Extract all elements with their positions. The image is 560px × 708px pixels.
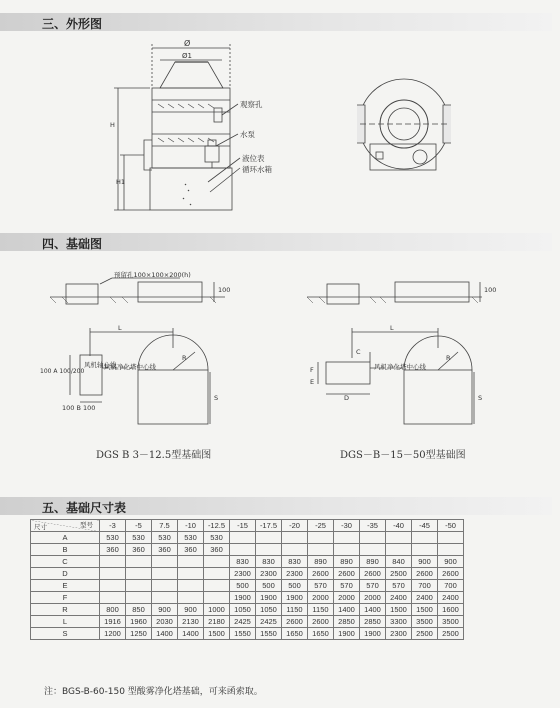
e-label: E bbox=[310, 378, 315, 386]
table-row bbox=[31, 580, 464, 592]
table-cell: 2600 bbox=[282, 616, 308, 628]
header-model-label: 型号 bbox=[80, 522, 93, 529]
table-cell: 2600 bbox=[308, 568, 334, 580]
reserved-hole-label: 预留孔100×100×200(h) bbox=[114, 271, 191, 279]
footnote: 注：BGS-B-60-150 型酸雾净化塔基础，可来函索取。 bbox=[44, 687, 263, 697]
row-label-cell: E bbox=[31, 580, 100, 592]
table-cell: 1400 bbox=[178, 628, 204, 640]
row-label-cell: S bbox=[31, 628, 100, 640]
section4-title: 四、基础图 bbox=[42, 237, 103, 251]
table-cell: 900 bbox=[438, 556, 464, 568]
table-cell: 2500 bbox=[412, 628, 438, 640]
table-cell bbox=[152, 568, 178, 580]
table-cell: 900 bbox=[412, 556, 438, 568]
table-cell: 900 bbox=[178, 604, 204, 616]
dim-left-vertical: 100 A 100/200 bbox=[40, 368, 85, 375]
table-cell: 830 bbox=[230, 556, 256, 568]
table-cell: 1500 bbox=[412, 604, 438, 616]
table-cell bbox=[204, 568, 230, 580]
tank-label: 循环水箱 bbox=[242, 165, 272, 174]
table-cell: 2300 bbox=[282, 568, 308, 580]
table-cell: 2400 bbox=[438, 592, 464, 604]
model-header-cell: -3 bbox=[100, 520, 126, 532]
center-left-label: 风机净化塔中心线 bbox=[104, 363, 156, 371]
table-cell bbox=[126, 580, 152, 592]
model-header-cell: -10 bbox=[178, 520, 204, 532]
table-row bbox=[31, 628, 464, 640]
caption-left: DGS B 3－12.5型基础图 bbox=[96, 450, 212, 461]
table-cell: 1900 bbox=[256, 592, 282, 604]
inspection-hole-label: 观察孔 bbox=[240, 100, 263, 109]
table-corner-cell bbox=[31, 520, 100, 532]
table-cell bbox=[412, 532, 438, 544]
center-right-label: 风机净化塔中心线 bbox=[374, 363, 426, 371]
table-cell bbox=[360, 544, 386, 556]
table-cell bbox=[126, 592, 152, 604]
height-label: H bbox=[110, 121, 115, 129]
table-cell: 850 bbox=[126, 604, 152, 616]
table-cell: 2850 bbox=[334, 616, 360, 628]
table-cell: 530 bbox=[100, 532, 126, 544]
diameter-label: Ø bbox=[184, 39, 191, 48]
table-cell: 840 bbox=[386, 556, 412, 568]
table-row bbox=[31, 544, 464, 556]
table-row bbox=[31, 556, 464, 568]
tower-elevation-drawing bbox=[114, 44, 240, 210]
table-cell: 530 bbox=[178, 532, 204, 544]
table-cell bbox=[204, 592, 230, 604]
table-row bbox=[31, 568, 464, 580]
model-header-cell: -20 bbox=[282, 520, 308, 532]
table-cell: 2300 bbox=[230, 568, 256, 580]
table-cell: 1400 bbox=[334, 604, 360, 616]
foundation-dimensions-table bbox=[30, 519, 464, 640]
model-header-cell: -5 bbox=[126, 520, 152, 532]
table-cell: 360 bbox=[178, 544, 204, 556]
foundation-right-drawing bbox=[307, 282, 482, 424]
table-cell bbox=[204, 580, 230, 592]
c-label: C bbox=[356, 348, 361, 356]
model-header-cell: -15 bbox=[230, 520, 256, 532]
table-cell: 2425 bbox=[230, 616, 256, 628]
table-cell bbox=[204, 556, 230, 568]
table-cell bbox=[100, 580, 126, 592]
depth-left-label: 100 bbox=[218, 286, 231, 294]
table-cell: 2000 bbox=[360, 592, 386, 604]
table-cell: 570 bbox=[386, 580, 412, 592]
table-cell: 1200 bbox=[100, 628, 126, 640]
table-cell: 570 bbox=[360, 580, 386, 592]
table-cell: 500 bbox=[256, 580, 282, 592]
table-cell: 1050 bbox=[256, 604, 282, 616]
table-cell: 2300 bbox=[256, 568, 282, 580]
table-cell: 360 bbox=[152, 544, 178, 556]
table-cell: 2600 bbox=[334, 568, 360, 580]
table-cell: 1900 bbox=[282, 592, 308, 604]
level-gauge-label: 液位表 bbox=[242, 154, 265, 163]
s-left-label: S bbox=[214, 394, 219, 402]
d-label: D bbox=[344, 394, 350, 402]
s-right-label: S bbox=[478, 394, 483, 402]
r-left-label: R bbox=[182, 354, 187, 362]
table-cell bbox=[230, 544, 256, 556]
table-cell: 2425 bbox=[256, 616, 282, 628]
axis-left-label: 风机轴心线 bbox=[84, 361, 117, 369]
table-cell bbox=[100, 592, 126, 604]
table-row bbox=[31, 616, 464, 628]
section3-title: 三、外形图 bbox=[42, 17, 103, 31]
table-cell bbox=[152, 580, 178, 592]
table-cell: 530 bbox=[204, 532, 230, 544]
table-cell: 3500 bbox=[412, 616, 438, 628]
table-cell: 1550 bbox=[256, 628, 282, 640]
table-cell bbox=[438, 544, 464, 556]
model-header-cell: -40 bbox=[386, 520, 412, 532]
table-cell bbox=[386, 544, 412, 556]
table-cell bbox=[100, 556, 126, 568]
table-cell bbox=[100, 568, 126, 580]
table-cell: 830 bbox=[256, 556, 282, 568]
depth-right-label: 100 bbox=[484, 286, 497, 294]
table-cell: 360 bbox=[100, 544, 126, 556]
table-cell: 500 bbox=[282, 580, 308, 592]
model-header-cell: -50 bbox=[438, 520, 464, 532]
table-cell bbox=[308, 532, 334, 544]
table-row bbox=[31, 532, 464, 544]
table-cell: 2180 bbox=[204, 616, 230, 628]
row-label-cell: L bbox=[31, 616, 100, 628]
table-cell: 2500 bbox=[386, 568, 412, 580]
table-cell: 2030 bbox=[152, 616, 178, 628]
table-cell: 2400 bbox=[386, 592, 412, 604]
table-cell bbox=[256, 532, 282, 544]
table-cell: 1960 bbox=[126, 616, 152, 628]
table-cell: 2600 bbox=[360, 568, 386, 580]
f-label: F bbox=[310, 366, 314, 374]
table-cell bbox=[308, 544, 334, 556]
row-label-cell: C bbox=[31, 556, 100, 568]
table-row bbox=[31, 592, 464, 604]
table-cell: 2130 bbox=[178, 616, 204, 628]
l-left-label: L bbox=[118, 324, 122, 332]
table-cell: 1600 bbox=[438, 604, 464, 616]
table-cell: 530 bbox=[152, 532, 178, 544]
table-cell: 890 bbox=[308, 556, 334, 568]
height1-label: H1 bbox=[116, 178, 126, 186]
table-cell: 700 bbox=[438, 580, 464, 592]
model-header-cell: 7.5 bbox=[152, 520, 178, 532]
table-cell bbox=[126, 556, 152, 568]
caption-right: DGS－B－15－50型基础图 bbox=[340, 450, 466, 461]
foundation-left-drawing bbox=[50, 278, 225, 424]
row-label-cell: B bbox=[31, 544, 100, 556]
table-cell: 1400 bbox=[152, 628, 178, 640]
model-header-cell: -30 bbox=[334, 520, 360, 532]
table-cell: 700 bbox=[412, 580, 438, 592]
table-cell bbox=[126, 568, 152, 580]
table-cell: 1000 bbox=[204, 604, 230, 616]
table-row bbox=[31, 604, 464, 616]
table-cell: 890 bbox=[360, 556, 386, 568]
pump-label: 水泵 bbox=[240, 130, 255, 139]
table-cell: 1250 bbox=[126, 628, 152, 640]
l-right-label: L bbox=[390, 324, 394, 332]
table-cell: 530 bbox=[126, 532, 152, 544]
table-cell: 360 bbox=[204, 544, 230, 556]
table-cell: 1650 bbox=[282, 628, 308, 640]
table-cell bbox=[282, 544, 308, 556]
table-cell: 1400 bbox=[360, 604, 386, 616]
row-label-cell: F bbox=[31, 592, 100, 604]
model-header-cell: -45 bbox=[412, 520, 438, 532]
table-cell bbox=[178, 580, 204, 592]
table-cell: 1150 bbox=[282, 604, 308, 616]
table-cell: 1916 bbox=[100, 616, 126, 628]
table-cell bbox=[334, 532, 360, 544]
table-cell: 2400 bbox=[412, 592, 438, 604]
model-header-cell: -12.5 bbox=[204, 520, 230, 532]
model-header-cell: -17.5 bbox=[256, 520, 282, 532]
table-cell bbox=[360, 532, 386, 544]
table-cell bbox=[178, 592, 204, 604]
table-cell: 1550 bbox=[230, 628, 256, 640]
table-cell bbox=[152, 592, 178, 604]
table-cell: 2300 bbox=[386, 628, 412, 640]
header-size-label: 尺寸 bbox=[34, 524, 47, 531]
table-cell bbox=[438, 532, 464, 544]
table-cell: 890 bbox=[334, 556, 360, 568]
table-cell bbox=[412, 544, 438, 556]
table-cell: 570 bbox=[308, 580, 334, 592]
table-cell bbox=[386, 532, 412, 544]
table-cell: 500 bbox=[230, 580, 256, 592]
table-cell: 1500 bbox=[204, 628, 230, 640]
table-cell: 2600 bbox=[412, 568, 438, 580]
table-cell: 1150 bbox=[308, 604, 334, 616]
table-cell: 900 bbox=[152, 604, 178, 616]
row-label-cell: A bbox=[31, 532, 100, 544]
table-cell: 1500 bbox=[386, 604, 412, 616]
table-cell bbox=[256, 544, 282, 556]
model-header-cell: -25 bbox=[308, 520, 334, 532]
table-cell: 1650 bbox=[308, 628, 334, 640]
table-cell: 360 bbox=[126, 544, 152, 556]
table-header-row bbox=[31, 520, 464, 532]
table-cell: 2600 bbox=[438, 568, 464, 580]
table-cell: 1900 bbox=[334, 628, 360, 640]
table-cell: 2850 bbox=[360, 616, 386, 628]
table-cell bbox=[152, 556, 178, 568]
table-cell: 1050 bbox=[230, 604, 256, 616]
table-cell: 1900 bbox=[360, 628, 386, 640]
table-cell: 3500 bbox=[438, 616, 464, 628]
diameter1-label: Ø1 bbox=[182, 52, 192, 60]
row-label-cell: R bbox=[31, 604, 100, 616]
table-cell: 2000 bbox=[308, 592, 334, 604]
table-cell: 1900 bbox=[230, 592, 256, 604]
dim-left-bottom: 100 B 100 bbox=[62, 404, 96, 412]
table-cell: 830 bbox=[282, 556, 308, 568]
section5-title: 五、基础尺寸表 bbox=[42, 501, 127, 515]
model-header-cell: -35 bbox=[360, 520, 386, 532]
table-cell bbox=[178, 568, 204, 580]
r-right-label: R bbox=[446, 354, 451, 362]
table-cell: 2500 bbox=[438, 628, 464, 640]
table-cell bbox=[334, 544, 360, 556]
table-cell bbox=[282, 532, 308, 544]
table-cell: 570 bbox=[334, 580, 360, 592]
table-cell: 2600 bbox=[308, 616, 334, 628]
table-cell bbox=[230, 532, 256, 544]
table-cell: 3300 bbox=[386, 616, 412, 628]
table-cell: 800 bbox=[100, 604, 126, 616]
table-cell: 2000 bbox=[334, 592, 360, 604]
table-cell bbox=[178, 556, 204, 568]
tower-plan-drawing bbox=[357, 79, 451, 170]
row-label-cell: D bbox=[31, 568, 100, 580]
